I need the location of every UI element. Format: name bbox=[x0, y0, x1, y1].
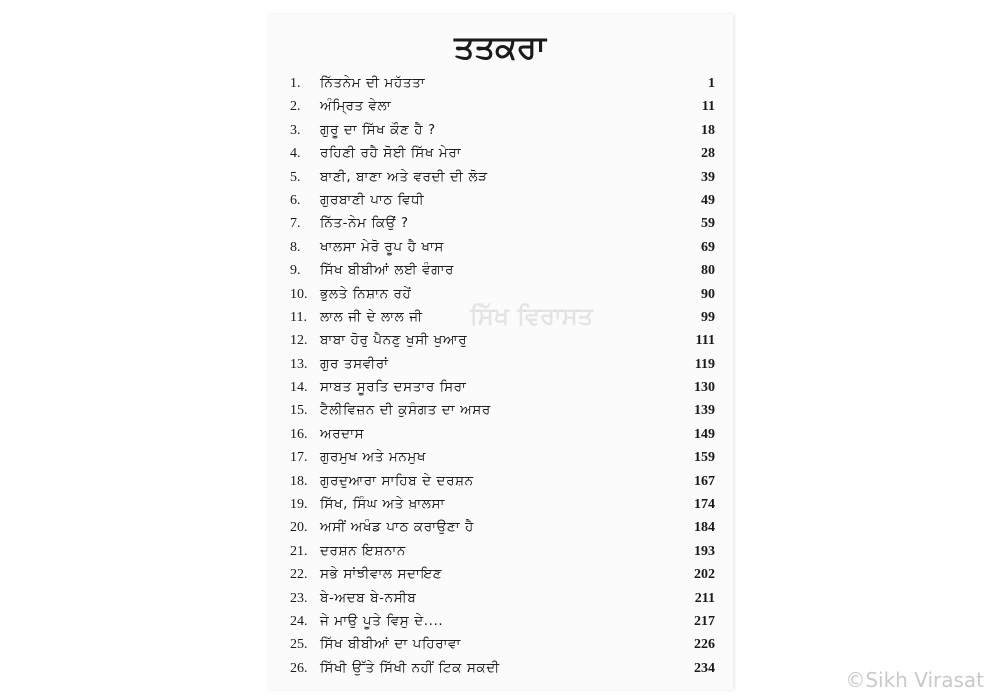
entry-page-number: 174 bbox=[694, 497, 715, 513]
toc-entry-13 bbox=[290, 353, 715, 376]
toc-entry-21 bbox=[290, 540, 715, 563]
entry-page-number: 18 bbox=[701, 122, 715, 138]
toc-entry-14 bbox=[290, 376, 715, 399]
entry-page-number: 217 bbox=[694, 613, 715, 629]
entry-page-number: 111 bbox=[695, 333, 715, 349]
entry-title: ਗੁਰਮੁਖ ਅਤੇ ਮਨਮੁਖ bbox=[320, 449, 427, 466]
toc-entry-3 bbox=[290, 119, 715, 142]
toc-entry-9 bbox=[290, 259, 715, 282]
entry-title: ਸਿੱਖ, ਸਿੰਘ ਅਤੇ ਖ਼ਾਲਸਾ bbox=[320, 496, 445, 513]
entry-number: 26. bbox=[290, 660, 308, 676]
entry-title: ਗੁਰੂ ਦਾ ਸਿੱਖ ਕੌਣ ਹੈ ? bbox=[320, 121, 436, 138]
entry-page-number: 119 bbox=[694, 356, 715, 372]
entry-number: 15. bbox=[290, 403, 308, 419]
toc-entry-5 bbox=[290, 166, 715, 189]
entry-page-number: 49 bbox=[701, 192, 715, 208]
toc-entry-23 bbox=[290, 587, 715, 610]
entry-title: ਅਰਦਾਸ bbox=[320, 425, 365, 442]
entry-page-number: 226 bbox=[694, 637, 715, 653]
entry-page-number: 193 bbox=[694, 543, 715, 559]
entry-page-number: 39 bbox=[701, 169, 715, 185]
entry-page-number: 184 bbox=[694, 520, 715, 536]
toc-entry-24 bbox=[290, 610, 715, 633]
entry-number: 5. bbox=[290, 169, 301, 185]
entry-number: 9. bbox=[290, 263, 301, 279]
entry-number: 8. bbox=[290, 239, 301, 255]
entry-number: 21. bbox=[290, 543, 308, 559]
watermark-text: ਸਿੱਖ ਵਿਰਾਸਤ bbox=[470, 302, 594, 330]
entry-number: 22. bbox=[290, 567, 308, 583]
toc-entry-17 bbox=[290, 446, 715, 469]
entry-page-number: 1 bbox=[708, 76, 715, 91]
entry-title: ਨਿੱਤਨੇਮ ਦੀ ਮਹੱਤਤਾ bbox=[320, 75, 426, 91]
toc-entry-4 bbox=[290, 142, 715, 165]
entry-page-number: 167 bbox=[694, 473, 715, 489]
entry-page-number: 234 bbox=[694, 660, 715, 676]
entry-title: ਟੈਲੀਵਿਜ਼ਨ ਦੀ ਕੁਸੰਗਤ ਦਾ ਅਸਰ bbox=[320, 402, 491, 419]
entry-page-number: 69 bbox=[701, 239, 715, 255]
entry-title: ਸਭੇ ਸਾਂਝੀਵਾਲ ਸਦਾਇਣ bbox=[320, 566, 443, 583]
toc-entry-16 bbox=[290, 423, 715, 446]
entry-number: 19. bbox=[290, 497, 308, 513]
entry-title: ਬਾਬਾ ਹੋਰੁ ਪੈਨਣੁ ਖੁਸੀ ਖੁਆਰੁ bbox=[320, 332, 468, 349]
entry-page-number: 28 bbox=[701, 146, 715, 162]
entry-title: ਭੁਲਤੇ ਨਿਸ਼ਾਨ ਰਹੇਂ bbox=[320, 285, 412, 302]
entry-number: 3. bbox=[290, 122, 301, 138]
entry-title: ਦਰਸ਼ਨ ਇਸ਼ਨਾਨ bbox=[320, 542, 406, 559]
entry-page-number: 80 bbox=[701, 263, 715, 279]
entry-title: ਅੰਮ੍ਰਿਤ ਵੇਲਾ bbox=[320, 98, 392, 115]
entry-title: ਖਾਲਸਾ ਮੇਰੋ ਰੂਪ ਹੈ ਖਾਸ bbox=[320, 238, 444, 255]
toc-entry-22 bbox=[290, 563, 715, 586]
page-title: ਤਤਕਰਾ bbox=[454, 28, 546, 66]
entry-title: ਬੇ-ਅਦਬ ਬੇ-ਨਸੀਬ bbox=[320, 589, 417, 606]
entry-number: 6. bbox=[290, 192, 301, 208]
entry-page-number: 149 bbox=[694, 426, 715, 442]
toc-entry-12 bbox=[290, 329, 715, 352]
entry-number: 11. bbox=[290, 309, 307, 325]
entry-title: ਸਿੱਖ ਬੀਬੀਆਂ ਦਾ ਪਹਿਰਾਵਾ bbox=[320, 636, 461, 653]
copyright-watermark: ©Sikh Virasat bbox=[845, 668, 984, 692]
entry-number: 10. bbox=[290, 286, 308, 302]
entry-page-number: 59 bbox=[701, 216, 715, 232]
entry-number: 23. bbox=[290, 590, 308, 606]
entry-title: ਲਾਲ ਜੀ ਦੇ ਲਾਲ ਜੀ bbox=[320, 308, 423, 325]
toc-entry-6 bbox=[290, 189, 715, 212]
entry-number: 7. bbox=[290, 216, 301, 232]
entry-title: ਸਿੱਖੀ ਉੱਤੇ ਸਿੱਖੀ ਨਹੀਂ ਟਿਕ ਸਕਦੀ bbox=[320, 659, 500, 676]
entry-title: ਬਾਣੀ, ਬਾਣਾ ਅਤੇ ਵਰਦੀ ਦੀ ਲੋੜ bbox=[320, 168, 488, 185]
entry-title: ਸਿੱਖ ਬੀਬੀਆਂ ਲਈ ਵੰਗਾਰ bbox=[320, 262, 455, 279]
entry-number: 25. bbox=[290, 637, 308, 653]
toc-entry-8 bbox=[290, 236, 715, 259]
entry-page-number: 90 bbox=[701, 286, 715, 302]
entry-number: 1. bbox=[290, 76, 301, 91]
toc-entry-18 bbox=[290, 470, 715, 493]
entry-title: ਰਹਿਣੀ ਰਹੈ ਸੋਈ ਸਿੱਖ ਮੇਰਾ bbox=[320, 145, 462, 162]
toc-entry-1 bbox=[290, 72, 715, 95]
entry-number: 20. bbox=[290, 520, 308, 536]
toc-entry-20 bbox=[290, 516, 715, 539]
entry-page-number: 130 bbox=[694, 380, 715, 396]
toc-entry-25 bbox=[290, 633, 715, 656]
toc-entry-19 bbox=[290, 493, 715, 516]
entry-page-number: 11 bbox=[701, 99, 715, 115]
entry-page-number: 159 bbox=[694, 450, 715, 466]
entry-title: ਗੁਰਦੁਆਰਾ ਸਾਹਿਬ ਦੇ ਦਰਸ਼ਨ bbox=[320, 472, 474, 489]
entry-title: ਜੇ ਮਾਉ ਪੂਤੇ ਵਿਸੁ ਦੇ.... bbox=[320, 612, 444, 629]
table-of-contents bbox=[290, 72, 715, 680]
toc-entry-15 bbox=[290, 399, 715, 422]
entry-page-number: 211 bbox=[694, 590, 715, 606]
toc-entry-2 bbox=[290, 95, 715, 118]
entry-number: 13. bbox=[290, 356, 308, 372]
entry-number: 17. bbox=[290, 450, 308, 466]
entry-number: 2. bbox=[290, 99, 301, 115]
entry-number: 16. bbox=[290, 426, 308, 442]
entry-number: 18. bbox=[290, 473, 308, 489]
toc-entry-11 bbox=[290, 306, 715, 329]
entry-number: 4. bbox=[290, 146, 301, 162]
entry-number: 14. bbox=[290, 380, 308, 396]
entry-title: ਸਾਬਤ ਸੂਰਤਿ ਦਸਤਾਰ ਸਿਰਾ bbox=[320, 379, 467, 396]
entry-title: ਅਸੀਂ ਅਖੰਡ ਪਾਠ ਕਰਾਉਣਾ ਹੈ bbox=[320, 519, 474, 536]
entry-number: 12. bbox=[290, 333, 308, 349]
entry-page-number: 202 bbox=[694, 567, 715, 583]
entry-page-number: 99 bbox=[701, 309, 715, 325]
toc-entry-7 bbox=[290, 212, 715, 235]
toc-entry-10 bbox=[290, 283, 715, 306]
entry-title: ਨਿੱਤ-ਨੇਮ ਕਿਉਂ ? bbox=[320, 215, 409, 232]
entry-title: ਗੁਰਬਾਣੀ ਪਾਠ ਵਿਧੀ bbox=[320, 191, 425, 208]
entry-title: ਗੁਰ ਤਸਵੀਰਾਂ bbox=[320, 355, 389, 372]
entry-page-number: 139 bbox=[694, 403, 715, 419]
toc-entry-26 bbox=[290, 657, 715, 680]
entry-number: 24. bbox=[290, 613, 308, 629]
